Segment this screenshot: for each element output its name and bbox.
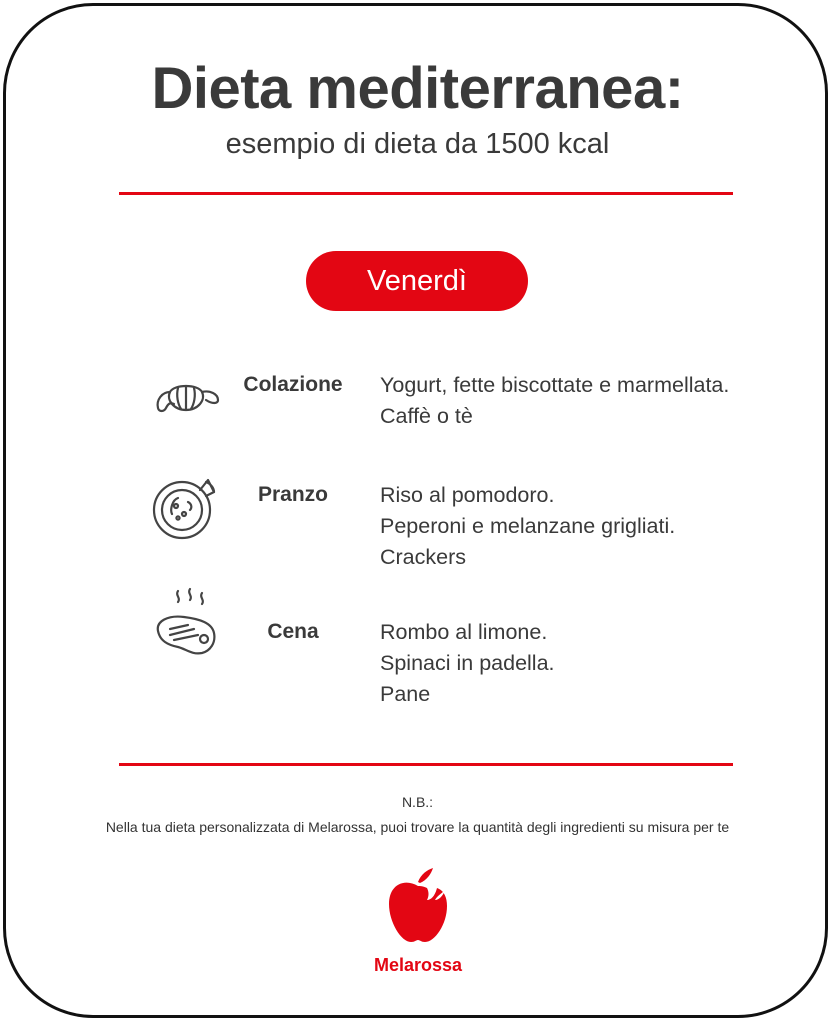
brand-name: Melarossa: [373, 955, 463, 975]
meal-label: Cena: [267, 620, 319, 643]
bottom-divider: [119, 763, 733, 766]
meal-item: Riso al pomodoro.: [380, 483, 555, 507]
meal-item: Pane: [380, 682, 431, 706]
nb-label: N.B.:: [401, 794, 434, 810]
meal-label: Pranzo: [257, 483, 328, 506]
brand-logo[interactable]: [368, 866, 468, 976]
apple-logo-icon: [385, 866, 451, 948]
meal-items: [380, 617, 800, 710]
plate-icon: [148, 470, 224, 546]
meal-items: [380, 370, 800, 432]
meal-item: Yogurt, fette biscottate e marmellata.: [380, 373, 730, 397]
meal-item: Rombo al limone.: [380, 620, 548, 644]
top-divider: [119, 192, 733, 195]
meal-item: Peperoni e melanzane grigliati.: [380, 514, 676, 538]
nb-text: Nella tua dieta personalizzata di Melarossa, puoi trovare la quantità degli ingredienti su misura per te: [105, 819, 730, 835]
meal-items: [380, 480, 800, 573]
meal-item: Caffè o tè: [380, 404, 473, 428]
day-badge: Venerdì: [306, 251, 528, 311]
page-title: Dieta mediterranea:: [151, 56, 684, 121]
croissant-icon: [148, 362, 224, 438]
page-subtitle: esempio di dieta da 1500 kcal: [225, 128, 610, 160]
meal-item: Spinaci in padella.: [380, 651, 555, 675]
meal-item: Crackers: [380, 545, 467, 569]
steak-icon: [148, 587, 224, 663]
meal-label: Colazione: [243, 373, 343, 396]
